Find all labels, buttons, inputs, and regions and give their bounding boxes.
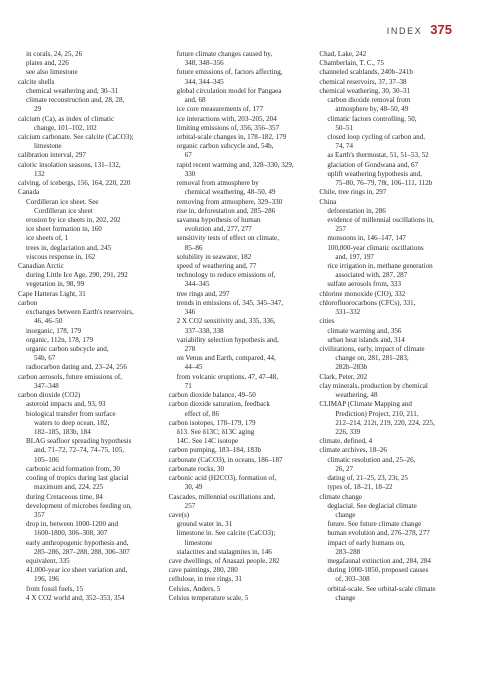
- index-entry: 348, 348–356: [184, 59, 224, 68]
- index-entry: dating of, 21–25, 23, 23t, 25: [327, 474, 408, 483]
- index-entry: evolution and, 277, 277: [184, 225, 252, 234]
- index-entry: change: [335, 510, 356, 519]
- index-entry: development of microbes feeding on,: [26, 501, 132, 510]
- index-entry: on Venus and Earth, compared, 44,: [176, 354, 276, 363]
- index-entry: Chad, Lake, 242: [319, 50, 367, 58]
- index-entry: 41,000-year ice sheet variation and,: [26, 566, 128, 575]
- index-entry: human evolution and, 276–278, 277: [327, 529, 430, 538]
- index-entry: from fossil fuels, 15: [26, 584, 84, 593]
- index-entry: biological transfer from surface: [26, 409, 116, 418]
- index-entry: organic carbon subcycle and,: [26, 345, 109, 353]
- index-entry: civilizations, early, impact of climate: [319, 345, 425, 353]
- index-entry: cave paintings, 280, 280: [168, 566, 238, 575]
- index-entry: vegetation in, 98, 99: [26, 280, 85, 289]
- index-entry: chemical weathering, 48–50, 49: [184, 188, 276, 197]
- page-header: [387, 22, 452, 37]
- index-entry: 44–45: [184, 363, 203, 372]
- index-entry: chemical reservoirs, 37, 37–38: [319, 77, 407, 86]
- index-entry: 344–345: [184, 280, 210, 289]
- index-entry: impact of early humans on,: [327, 538, 405, 547]
- index-entry: carbonic acid formation from, 30: [26, 464, 120, 473]
- index-entry: 285–286, 287–288, 288, 306–307: [34, 547, 130, 556]
- index-entry: atmosphere by, 48–50, 49: [335, 105, 409, 114]
- index-entry: rice irrigation in, methane generation: [327, 262, 433, 271]
- index-entry: caloric insolation seasons, 131–132,: [18, 160, 121, 169]
- index-entry: calibration interval, 297: [18, 151, 86, 160]
- index-entry: cities: [319, 317, 335, 326]
- index-entry: cellulose, in tree rings, 31: [168, 575, 242, 584]
- index-entry: carbon: [18, 298, 38, 307]
- index-entry: BLAG seafloor spreading hypothesis: [26, 437, 132, 446]
- index-entry: sensitivity tests of effect on climate,: [176, 234, 279, 243]
- index-entry: orbital-scale. See orbital-scale climate: [327, 584, 436, 593]
- index-entry: deforestation in, 286: [327, 206, 386, 215]
- index-entry: 257: [184, 501, 196, 510]
- index-entry: savanna hypothesis of human: [176, 215, 261, 224]
- index-entry: 196, 196: [34, 575, 59, 584]
- index-entry: climatic factors controlling, 50,: [327, 114, 417, 123]
- index-entry: types of, 18–21, 18–22: [327, 483, 393, 492]
- page-number: 375: [430, 22, 452, 37]
- index-entry: drop in, between 1000-1200 and: [26, 520, 119, 529]
- index-entry: trends in emissions of, 345, 345–347,: [176, 298, 284, 307]
- index-entry: 30, 49: [184, 483, 203, 492]
- index-entry: closed loop cycling of carbon and,: [327, 132, 426, 141]
- index-entry: carbonate (CaCO3), in oceans, 186–187: [168, 455, 283, 464]
- index-entry: early anthropogenic hypothesis and,: [26, 538, 129, 547]
- index-entry: inorganic, 178, 179: [26, 326, 82, 335]
- index-entry: limestone in. See calcite (CaCO3);: [176, 529, 276, 538]
- index-entry: rapid recent warming and, 328–330, 329,: [176, 160, 294, 169]
- index-entry: 2 X CO2 sensitivity and, 335, 336,: [176, 317, 276, 326]
- index-entry: 347–348: [34, 381, 59, 390]
- index-entry: chlorine monoxide (ClO), 332: [319, 289, 406, 298]
- index-entry: Celsius temperature scale, 5: [168, 593, 249, 602]
- index-entry: ground water in, 31: [176, 520, 233, 529]
- index-entry: 29: [34, 105, 42, 114]
- index-entry: asteroid impacts and, 93, 93: [26, 400, 106, 409]
- index-entry: change on, 281, 281–283,: [335, 354, 409, 363]
- index-entry: 282b–283b: [335, 363, 368, 372]
- index-entry: trees in, deglaciation and, 245: [26, 243, 112, 252]
- index-entry: radiocarbon dating and, 23–24, 256: [26, 363, 127, 372]
- index-entry: future climate changes caused by,: [176, 50, 273, 58]
- index-entry: associated with, 287, 287: [335, 271, 408, 280]
- index-entry: carbon dioxide saturation, feedback: [168, 400, 270, 409]
- index-entry: δ13. See δ13C; δ13C aging: [176, 427, 255, 436]
- index-entry: carbonate rocks, 30: [168, 464, 225, 473]
- index-entry: in corals, 24, 25, 26: [26, 50, 83, 58]
- index-entry: change, 101–102, 102: [34, 123, 97, 132]
- index-entry: speed of weathering and, 77: [176, 262, 257, 271]
- index-entry: see also limestone: [26, 68, 78, 77]
- index-entry: Cascades, millennial oscillations and,: [168, 492, 276, 501]
- index-entry: viscous response in, 162: [26, 252, 96, 261]
- index-entry: effect of, 86: [184, 409, 220, 418]
- index-entry: and, 71–72, 72–74, 74–75, 105,: [34, 446, 125, 455]
- index-entry: monsoons in, 146–147, 147: [327, 234, 406, 243]
- index-entry: 54b, 67: [34, 354, 56, 363]
- running-head: INDEX: [386, 26, 423, 36]
- index-entry: ice sheet formation in, 160: [26, 225, 102, 234]
- index-entry: 75–80, 76–79, 78t, 106–111, 112b: [335, 179, 433, 188]
- index-entry: carbon pumping, 183–184, 183b: [168, 446, 262, 455]
- index-entry: weathering, 48: [335, 391, 378, 400]
- index-entry: carbon dioxide removal from: [327, 96, 411, 105]
- index-entry: megafaunal extinction and, 284, 284: [327, 557, 431, 566]
- index-entry: calving, of icebergs, 156, 164, 220, 220: [18, 179, 131, 188]
- index-entry: 100,000-year climatic oscillations: [327, 243, 424, 252]
- index-entry: carbon aerosols, future emissions of,: [18, 372, 123, 381]
- index-entry: urban heat islands and, 314: [327, 335, 405, 344]
- index-entry: rise in, deforestation and, 285–286: [176, 206, 276, 215]
- index-entry: removing from atmosphere, 329–330: [176, 197, 283, 206]
- index-entry: climate archives, 18–26: [319, 446, 387, 455]
- index-entry: waters to deep ocean, 182,: [34, 418, 110, 427]
- index-entry: during Little Ice Age, 290, 291, 292: [26, 271, 128, 280]
- index-entry: 337–338, 338: [184, 326, 224, 335]
- index-entry: 330: [184, 169, 196, 178]
- index-entry: 257: [335, 225, 346, 234]
- index-entry: 212–214, 212t, 219, 220, 224, 225,: [335, 418, 435, 427]
- index-entry: Cape Hatteras Light, 31: [18, 289, 86, 298]
- index-entry: 1600-1800, 306–308, 307: [34, 529, 108, 538]
- index-entry: and, 197, 197: [335, 252, 374, 261]
- index-entry: CLIMAP (Climate Mapping and: [319, 400, 412, 409]
- index-entry: clay minerals, production by chemical: [319, 381, 428, 390]
- index-entry: 85–86: [184, 243, 203, 252]
- index-entry: 346: [184, 308, 196, 317]
- index-entry: 4 X CO2 world and, 352–353, 354: [26, 593, 125, 602]
- index-entry: Chile, tree rings in, 297: [319, 188, 387, 197]
- index-columns: [18, 50, 464, 603]
- index-entry: tree rings and, 297: [176, 289, 230, 298]
- index-entry: climatic resolution and, 25–26,: [327, 455, 416, 464]
- index-entry: cave(s): [168, 510, 190, 519]
- index-entry: as Earth's thermostat, 51, 51–53, 52: [327, 151, 429, 160]
- index-entry: Canada: [18, 188, 40, 197]
- index-entry: chemical weathering and, 30–31: [26, 86, 119, 95]
- index-entry: 357: [34, 510, 45, 519]
- index-entry: future emissions of, factors affecting,: [176, 68, 283, 77]
- index-entry: from volcanic eruptions, 47, 47–48,: [176, 372, 279, 381]
- index-entry: Prediction) Project, 210, 211,: [335, 409, 419, 418]
- index-entry: 71: [184, 381, 192, 390]
- index-entry: uplift weathering hypothesis and,: [327, 169, 422, 178]
- index-entry: equivalent, 335: [26, 557, 70, 566]
- index-entry: China: [319, 197, 337, 206]
- index-column-2: [169, 50, 314, 603]
- index-entry: and, 68: [184, 96, 206, 105]
- index-entry: climate reconstruction and, 28, 28,: [26, 96, 125, 105]
- index-entry: 283–288: [335, 547, 361, 556]
- index-entry: of, 303–308: [335, 575, 370, 584]
- index-entry: maximum and, 224, 225: [34, 483, 104, 492]
- index-entry: limestone: [184, 538, 213, 547]
- index-entry: organic carbon subcycle and, 54b,: [176, 142, 274, 151]
- index-entry: change: [335, 593, 356, 602]
- index-entry: 74, 74: [335, 142, 354, 151]
- index-entry: 226, 339: [335, 427, 361, 436]
- index-entry: evidence of millennial oscillations in,: [327, 215, 434, 224]
- index-entry: orbital-scale changes in, 178–182, 179: [176, 132, 287, 141]
- index-entry: during Cretaceous time, 84: [26, 492, 103, 501]
- index-entry: carbon dioxide (CO2): [18, 391, 81, 400]
- index-entry: calcium carbonate. See calcite (CaCO3);: [18, 132, 134, 141]
- index-entry: Celsius, Anders, 5: [168, 584, 221, 593]
- index-entry: solubility in seawater, 182: [176, 252, 252, 261]
- index-entry: carbon isotopes, 178–179, 179: [168, 418, 256, 427]
- index-entry: calcite shells: [18, 77, 55, 86]
- index-entry: carbon dioxide balance, 49–50: [168, 391, 256, 400]
- index-entry: limestone: [34, 142, 62, 151]
- index-entry: chlorofluorocarbons (CFCs), 331,: [319, 298, 416, 307]
- index-entry: ice core measurements of, 177: [176, 105, 264, 114]
- index-entry: Clark, Peter, 202: [319, 372, 368, 381]
- index-entry: 344, 344–345: [184, 77, 224, 86]
- index-entry: glaciation of Gondwana and, 67: [327, 160, 419, 169]
- index-entry: 105–106: [34, 455, 59, 464]
- index-entry: 50–51: [335, 123, 354, 132]
- index-entry: carbonic acid (H2CO3), formation of,: [168, 474, 277, 483]
- index-entry: 182–185, 183b, 184: [34, 427, 91, 436]
- index-entry: plates and, 226: [26, 59, 69, 68]
- index-entry: sulfate aerosols from, 333: [327, 280, 402, 289]
- index-entry: technology to reduce emissions of,: [176, 271, 276, 280]
- index-entry: climate warming and, 356: [327, 326, 402, 335]
- index-entry: 14C. See 14C isotope: [176, 437, 239, 446]
- index-entry: Cordilleran ice sheet. See: [26, 197, 99, 206]
- index-entry: cave dwellings, of Anasazi people, 282: [168, 557, 280, 566]
- index-entry: variability selection hypothesis and,: [176, 335, 279, 344]
- index-entry: cooling of tropics during last glacial: [26, 474, 129, 483]
- index-entry: Canadian Arctic: [18, 262, 64, 271]
- index-entry: channeled scablands, 240b–241b: [319, 68, 413, 77]
- index-entry: erosion by ice sheets in, 202, 202: [26, 215, 121, 224]
- index-entry: 132: [34, 169, 45, 178]
- index-entry: stalactites and stalagmites in, 146: [176, 547, 272, 556]
- index-entry: limiting emissions of, 356, 356–357: [176, 123, 280, 132]
- index-entry: chemical weathering, 30, 30–31: [319, 86, 411, 95]
- index-entry: 67: [184, 151, 192, 160]
- index-entry: organic, 112n, 178, 179: [26, 335, 93, 344]
- index-entry: Cordilleran ice sheet: [34, 206, 93, 215]
- index-entry: exchanges between Earth's reservoirs,: [26, 308, 134, 317]
- index-entry: future. See future climate change: [327, 520, 422, 529]
- index-entry: deglacial. See deglacial climate: [327, 501, 417, 510]
- index-entry: global circulation model for Pangaea: [176, 86, 282, 95]
- index-entry: climate, defined, 4: [319, 437, 373, 446]
- index-entry: ice sheets of, 1: [26, 234, 69, 243]
- index-entry: 278: [184, 345, 196, 353]
- index-entry: 26, 27: [335, 464, 354, 473]
- index-entry: 46, 46–50: [34, 317, 63, 326]
- index-entry: ice interactions with, 203–205, 204: [176, 114, 277, 123]
- index-entry: calcium (Ca), as index of climatic: [18, 114, 115, 123]
- index-entry: removal from atmosphere by: [176, 179, 259, 188]
- index-entry: 331–332: [335, 308, 361, 317]
- index-entry: climate change: [319, 492, 363, 501]
- index-entry: during 1000-1850, proposed causes: [327, 566, 429, 575]
- index-entry: Chamberlain, T. C., 75: [319, 59, 384, 68]
- index-column-1: [18, 50, 163, 603]
- index-column-3: [319, 50, 464, 603]
